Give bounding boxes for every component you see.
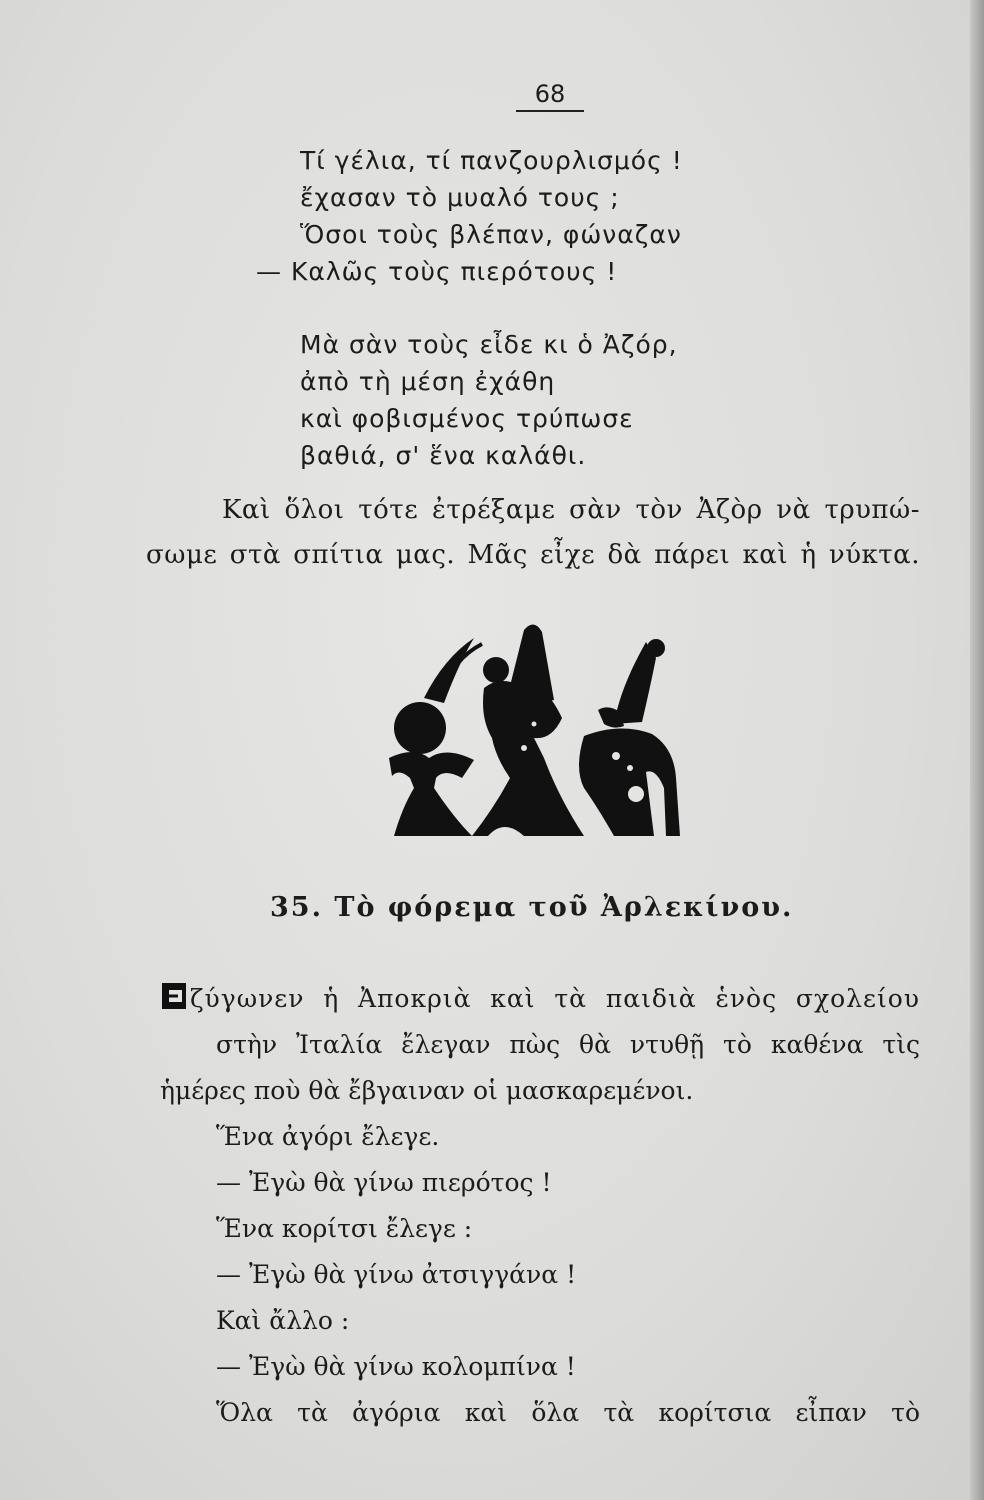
chapter-title: 35. Τὸ φόρεμα τοῦ Ἀρλεκίνου. (270, 892, 794, 923)
poem-line: καὶ φοβισμένος τρύπωσε (300, 404, 634, 433)
pierrot-silhouettes-illustration (384, 618, 684, 848)
poem (256, 142, 820, 474)
poem-stanza-1 (256, 142, 820, 290)
story-line: ἡμέρες ποὺ θὰ ἔβγαιναν οἱ μασκαρεμένοι. (160, 1076, 694, 1105)
story-text (160, 976, 920, 1436)
paragraph-line: σωμε στὰ σπίτια μας. Μᾶς εἶχε δὰ πάρει καὶ ἡ νύκτα. (146, 540, 920, 570)
story-line: Ἕνα ἀγόρι ἔλεγε. (216, 1122, 440, 1151)
poem-stanza-2 (300, 326, 820, 474)
poem-line: Μὰ σὰν τοὺς εἶδε κι ὁ Ἀζόρ, (300, 330, 678, 359)
story-line: — Ἐγὼ θὰ γίνω κολομπίνα ! (216, 1352, 576, 1381)
story-line: — Ἐγὼ θὰ γίνω ἀτσιγγάνα ! (216, 1260, 577, 1289)
paragraph-line: Καὶ ὅλοι τότε ἐτρέξαμε σὰν τὸν Ἀζὸρ νὰ τρυπώ- (222, 495, 920, 525)
page-edge-shadow (970, 0, 984, 1500)
closing-paragraph (146, 488, 920, 578)
poem-line: βαθιά, σ' ἕνα καλάθι. (300, 441, 587, 470)
drop-cap-icon (160, 981, 188, 1011)
story-line-text: ζύγωνεν ἡ Ἀποκριὰ καὶ τὰ παιδιὰ ἑνὸς σχολείου (190, 984, 920, 1013)
poem-line: Ὅσοι τοὺς βλέπαν, φώναζαν (300, 220, 682, 249)
drop-cap-letter (160, 980, 188, 1010)
story-line: στὴν Ἰταλία ἔλεγαν πὼς θὰ ντυθῇ τὸ καθένα τὶς (216, 1030, 920, 1059)
poem-line: ἔχασαν τὸ μυαλό τους ; (300, 183, 620, 212)
story-line: — Ἐγὼ θὰ γίνω πιερότος ! (216, 1168, 552, 1197)
poem-line: Τί γέλια, τί πανζουρλισμός ! (300, 146, 683, 175)
page-number: 68 (516, 80, 584, 112)
poem-line: — Καλῶς τοὺς πιερότους ! (256, 257, 618, 286)
poem-line: ἀπὸ τὴ μέση ἐχάθη (300, 367, 556, 396)
story-line: Ἕνα κορίτσι ἔλεγε : (216, 1214, 473, 1243)
story-line: Ὅλα τὰ ἀγόρια καὶ ὅλα τὰ κορίτσια εἶπαν τὸ (216, 1398, 920, 1427)
story-line: Καὶ ἄλλο : (216, 1306, 350, 1335)
story-line (160, 976, 920, 1022)
